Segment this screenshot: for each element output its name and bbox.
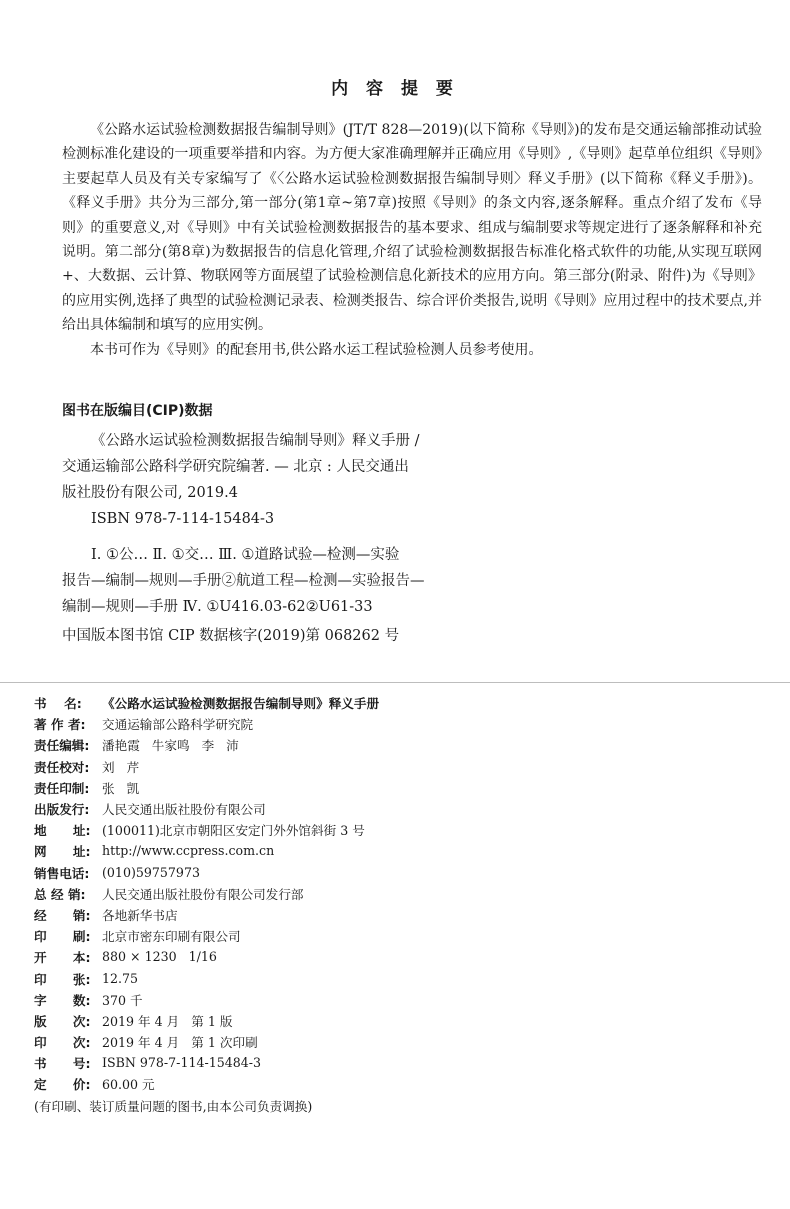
colophon-row (34, 967, 754, 988)
colophon-note: (有印刷、装订质量问题的图书,由本公司负责调换) (34, 1098, 313, 1114)
colophon-label: 总 经 销: (34, 886, 86, 902)
colophon-label: 印 刷: (34, 929, 91, 945)
colophon-value: 370 千 (102, 992, 143, 1008)
cip-verification: 中国版本图书馆 CIP 数据核字(2019)第 068262 号 (62, 628, 400, 644)
colophon-label: 网 址: (34, 844, 91, 860)
divider (0, 682, 790, 683)
colophon-label: 版 次: (34, 1013, 91, 1029)
colophon-label: 经 销: (34, 907, 91, 923)
colophon-label: 印 张: (34, 971, 91, 987)
colophon-label: 责任编辑: (34, 738, 90, 754)
colophon-value: ISBN 978-7-114-15484-3 (102, 1055, 262, 1071)
summary-paragraph: 《公路水运试验检测数据报告编制导则》(JT/T 828—2019)(以下简称《导则》)的发布是交通运输部推动试验检测标准化建设的一项重要举措和内容。为方便大家准确理解并正确应用《导则》,《导则》起草单位组织《导则》主要起草人员及有关专家编写了《〈公路水运试验检测数据报告编制导则〉释义手册》(以下简称《释义手册》)。《释义手册》共分为三部分,第一部分(第1章~第7章)按照《导则》的条文内容,逐条解释。重点介绍了发布《导则》的重要意义,对《导则》中有关试验检测数据报告的基本要求、组成与编制要求等规定进行了逐条解释和补充说明。第二部分(第8章)为数据报告的信息化管理,介绍了试验检测数据报告标准化格式软件的功能,从实现互联网+、大数据、云计算、物联网等方面展望了试验检测信息化新技术的应用方向。第三部分(附录、附件)为《导则》的应用实例,选择了典型的试验检测记录表、检测类报告、综合评价类报告,说明《导则》应用过程中的技术要点,并给出具体编制和填写的应用实例。 (62, 122, 762, 334)
colophon-label: 字 数: (34, 992, 91, 1008)
colophon (34, 692, 754, 1116)
colophon-row (34, 883, 754, 904)
colophon-label: 著 作 者: (34, 717, 86, 733)
colophon-label: 开 本: (34, 950, 91, 966)
colophon-row (34, 777, 754, 798)
colophon-value: 880 × 1230 1/16 (102, 949, 217, 965)
colophon-value: (010)59757973 (102, 864, 200, 880)
colophon-row (34, 946, 754, 967)
page-title: 内 容 提 要 (331, 79, 459, 99)
colophon-row (34, 1031, 754, 1052)
colophon-label: 定 价: (34, 1077, 91, 1093)
colophon-label: 书 号: (34, 1056, 91, 1072)
colophon-row (34, 1073, 754, 1094)
colophon-value: 人民交通出版社股份有限公司发行部 (102, 886, 304, 902)
colophon-label: 地 址: (34, 823, 91, 839)
colophon-value: 人民交通出版社股份有限公司 (102, 802, 266, 818)
cip-classification-line: 编制—规则—手册 Ⅳ. ①U416.03-62②U61-33 (62, 599, 373, 615)
colophon-value: 各地新华书店 (102, 907, 178, 923)
colophon-row (34, 734, 754, 755)
cip-line: ISBN 978-7-114-15484-3 (91, 511, 275, 527)
colophon-label: 出版发行: (34, 802, 90, 818)
colophon-value: 潘艳霞 牛家鸣 李 沛 (102, 738, 239, 754)
colophon-label: 销售电话: (34, 865, 90, 881)
colophon-value: 12.75 (102, 970, 139, 986)
colophon-label: 责任校对: (34, 759, 90, 775)
colophon-row (34, 925, 754, 946)
colophon-row (34, 904, 754, 925)
cip-record (62, 428, 462, 620)
summary-paragraph: 本书可作为《导则》的配套用书,供公路水运工程试验检测人员参考使用。 (90, 341, 543, 358)
cip-classification-line: Ⅰ. ①公… Ⅱ. ①交… Ⅲ. ①道路试验—检测—实验 (91, 547, 400, 563)
colophon-label: 书 名: (34, 696, 82, 712)
colophon-value: 北京市密东印刷有限公司 (102, 929, 241, 945)
content-summary (62, 118, 762, 362)
cip-heading: 图书在版编目(CIP)数据 (62, 403, 213, 419)
colophon-row (34, 713, 754, 734)
colophon-value: (100011)北京市朝阳区安定门外外馆斜街 3 号 (102, 823, 365, 839)
colophon-value: 交通运输部公路科学研究院 (102, 717, 254, 733)
colophon-row (34, 862, 754, 883)
colophon-row (34, 819, 754, 840)
colophon-row (34, 1010, 754, 1031)
colophon-label: 印 次: (34, 1035, 91, 1051)
colophon-value: 60.00 元 (102, 1077, 155, 1093)
colophon-value: 张 凯 (102, 780, 140, 796)
colophon-row (34, 692, 754, 713)
colophon-value: 2019 年 4 月 第 1 版 (102, 1013, 233, 1029)
colophon-row (34, 798, 754, 819)
colophon-row (34, 840, 754, 861)
colophon-value: http://www.ccpress.com.cn (102, 843, 275, 859)
colophon-value: 刘 芹 (102, 759, 140, 775)
cip-line: 版社股份有限公司, 2019.4 (62, 485, 238, 501)
colophon-row (34, 989, 754, 1010)
colophon-value: 2019 年 4 月 第 1 次印刷 (102, 1035, 258, 1051)
cip-classification-line: 报告—编制—规则—手册②航道工程—检测—实验报告— (62, 573, 425, 589)
colophon-label: 责任印制: (34, 780, 90, 796)
cip-line: 《公路水运试验检测数据报告编制导则》释义手册 / (91, 433, 420, 449)
cip-line: 交通运输部公路科学研究院编著. — 北京 : 人民交通出 (62, 459, 409, 475)
colophon-row (34, 1052, 754, 1073)
colophon-value: 《公路水运试验检测数据报告编制导则》释义手册 (102, 696, 380, 712)
colophon-row (34, 756, 754, 777)
